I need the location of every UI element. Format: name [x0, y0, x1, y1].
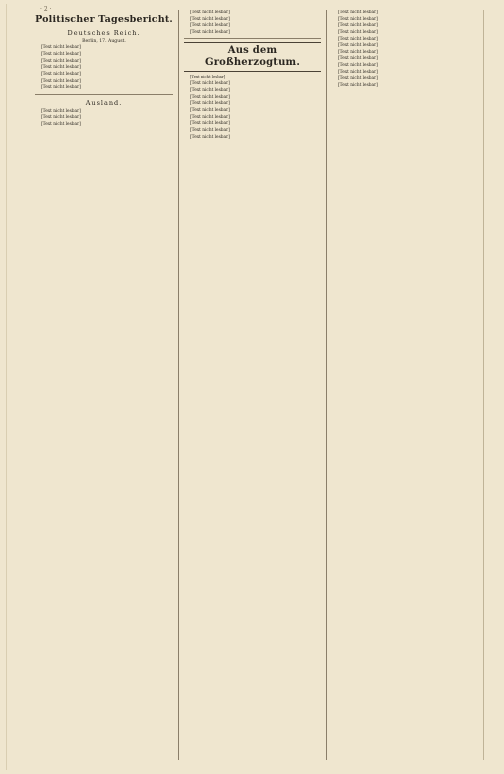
- dateline: Berlin, 17. August.: [82, 39, 126, 44]
- article-body: [35, 45, 173, 90]
- paragraph: [Text nicht lesbar]: [41, 72, 81, 78]
- section-heading-politics: Politischer Tagesbericht.: [35, 14, 173, 25]
- paragraph: [Text nicht lesbar]: [41, 58, 81, 64]
- paragraph: [Text nicht lesbar]: [338, 16, 378, 22]
- paragraph: [Text nicht lesbar]: [41, 65, 81, 71]
- page-gutter-line: [6, 4, 7, 770]
- article-body-abroad: [35, 109, 173, 128]
- paragraph: [Text nicht lesbar]: [41, 45, 81, 51]
- paragraph: [Text nicht lesbar]: [190, 88, 230, 94]
- divider: [35, 94, 173, 95]
- page-number: · 2 ·: [40, 6, 52, 13]
- paragraph: [Text nicht lesbar]: [190, 108, 230, 114]
- paragraph: [Text nicht lesbar]: [338, 23, 378, 29]
- paragraph: [Text nicht lesbar]: [41, 122, 81, 128]
- paragraph: [Text nicht lesbar]: [190, 16, 230, 22]
- paragraph: [Text nicht lesbar]: [338, 10, 378, 15]
- paragraph: [Text nicht lesbar]: [338, 76, 378, 82]
- paragraph: [Text nicht lesbar]: [41, 115, 81, 121]
- section-heading-grand-duchy: Aus dem Großherzogtum.: [184, 42, 321, 72]
- article-body-grand-duchy: [184, 81, 321, 140]
- column-3: [326, 10, 474, 760]
- paragraph: [Text nicht lesbar]: [190, 114, 230, 120]
- column-2: [178, 10, 326, 760]
- paragraph: [Text nicht lesbar]: [338, 29, 378, 35]
- paragraph: [Text nicht lesbar]: [190, 10, 230, 15]
- article-body-local: [332, 10, 469, 89]
- paragraph: [Text nicht lesbar]: [338, 36, 378, 42]
- paragraph: [Text nicht lesbar]: [190, 81, 230, 87]
- paragraph: [Text nicht lesbar]: [190, 134, 230, 140]
- article-body-continued: [184, 10, 321, 35]
- paragraph: [Text nicht lesbar]: [190, 29, 230, 35]
- paragraph: [Text nicht lesbar]: [41, 108, 81, 114]
- paragraph: [Text nicht lesbar]: [41, 85, 81, 91]
- paragraph: [Text nicht lesbar]: [41, 52, 81, 58]
- paragraph: [Text nicht lesbar]: [338, 69, 378, 75]
- paragraph: [Text nicht lesbar]: [338, 63, 378, 69]
- section-heading-abroad: Ausland.: [85, 98, 123, 107]
- divider: [184, 38, 321, 39]
- paragraph: [Text nicht lesbar]: [338, 83, 378, 89]
- paragraph: [Text nicht lesbar]: [190, 23, 230, 29]
- column-container: [30, 10, 474, 760]
- paragraph: [Text nicht lesbar]: [338, 56, 378, 62]
- paragraph: [Text nicht lesbar]: [338, 49, 378, 55]
- paragraph: [Text nicht lesbar]: [190, 121, 230, 127]
- subheading-german-empire: Deutsches Reich.: [67, 29, 141, 37]
- paragraph: [Text nicht lesbar]: [338, 43, 378, 49]
- paragraph: [Text nicht lesbar]: [41, 78, 81, 84]
- right-margin-line: [483, 10, 484, 760]
- paragraph: [Text nicht lesbar]: [190, 101, 230, 107]
- paragraph: [Text nicht lesbar]: [190, 94, 230, 100]
- paragraph: [Text nicht lesbar]: [190, 127, 230, 133]
- column-1: [30, 10, 178, 760]
- section-intro: [Text nicht lesbar]: [190, 74, 226, 80]
